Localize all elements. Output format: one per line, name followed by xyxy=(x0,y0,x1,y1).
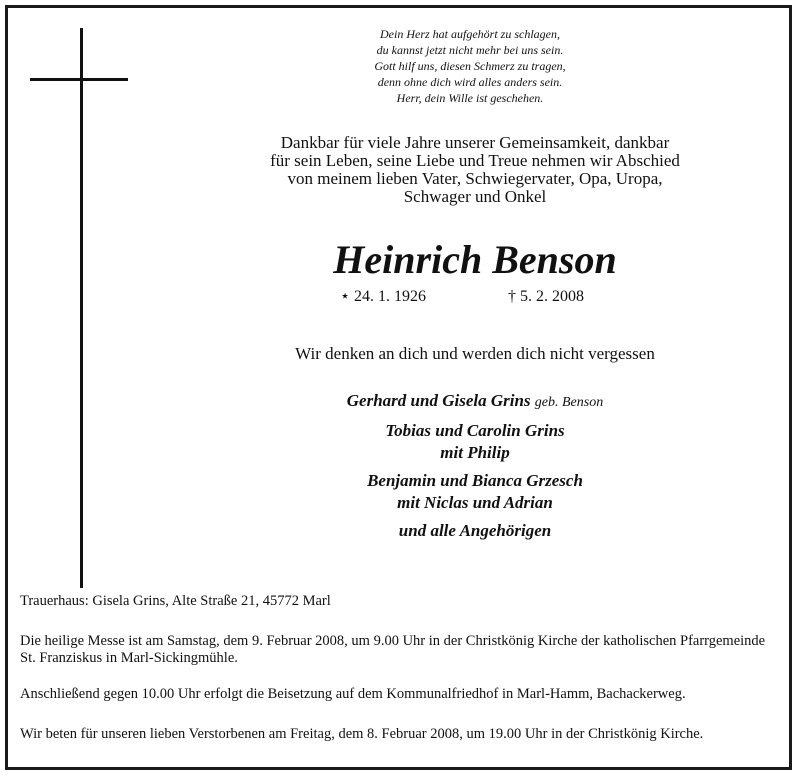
birth-date: ⋆ 24. 1. 1926 xyxy=(340,288,427,305)
intro-line: für sein Leben, seine Liebe und Treue nehmen wir Abschied xyxy=(270,151,680,170)
poem-line: Gott hilf uns, diesen Schmerz zu tragen, xyxy=(374,59,566,73)
mourning-house: Trauerhaus: Gisela Grins, Alte Straße 21, 45772 Marl xyxy=(20,593,331,609)
family-line: mit Philip xyxy=(440,443,510,462)
poem-line: Dein Herz hat aufgehört zu schlagen, xyxy=(380,27,560,41)
intro-text xyxy=(185,134,765,206)
family-line: Benjamin und Bianca Grzesch xyxy=(367,471,583,490)
remembrance-line: Wir denken an dich und werden dich nicht vergessen xyxy=(295,344,655,363)
family-names: Gerhard und Gisela Grins xyxy=(346,391,531,410)
maiden-name: geb. Benson xyxy=(534,395,604,410)
deceased-name: Heinrich Benson xyxy=(333,237,617,282)
intro-line: Schwager und Onkel xyxy=(403,187,547,206)
mass-info: Die heilige Messe ist am Samstag, dem 9. Februar 2008, um 9.00 Uhr in der Christkönig Kirche der katholischen Pfarrgemeinde St. Franziskus in Marl-Sickingmühle. xyxy=(20,633,766,666)
family-line: und alle Angehörigen xyxy=(398,521,552,540)
burial-info: Anschließend gegen 10.00 Uhr erfolgt die Beisetzung auf dem Kommunalfriedhof in Marl-Hamm, Bachackerweg. xyxy=(20,686,686,702)
poem-line: Herr, dein Wille ist geschehen. xyxy=(396,91,544,105)
intro-line: Dankbar für viele Jahre unserer Gemeinsamkeit, dankbar xyxy=(280,133,670,152)
intro-line: von meinem lieben Vater, Schwiegervater, Opa, Uropa, xyxy=(287,169,663,188)
prayer-info: Wir beten für unseren lieben Verstorbenen am Freitag, dem 8. Februar 2008, um 19.00 Uhr in der Christkönig Kirche. xyxy=(20,726,704,742)
poem xyxy=(270,26,670,106)
family-line: Tobias und Carolin Grins xyxy=(385,421,565,440)
poem-line: du kannst jetzt nicht mehr bei uns sein. xyxy=(376,43,564,57)
cross-icon-vertical xyxy=(80,28,83,588)
cross-icon-horizontal xyxy=(30,78,128,81)
family-list xyxy=(185,390,765,542)
family-line: mit Niclas und Adrian xyxy=(397,493,553,512)
family-line xyxy=(185,390,765,414)
death-date: † 5. 2. 2008 xyxy=(508,288,584,305)
poem-line: denn ohne dich wird alles anders sein. xyxy=(377,75,563,89)
